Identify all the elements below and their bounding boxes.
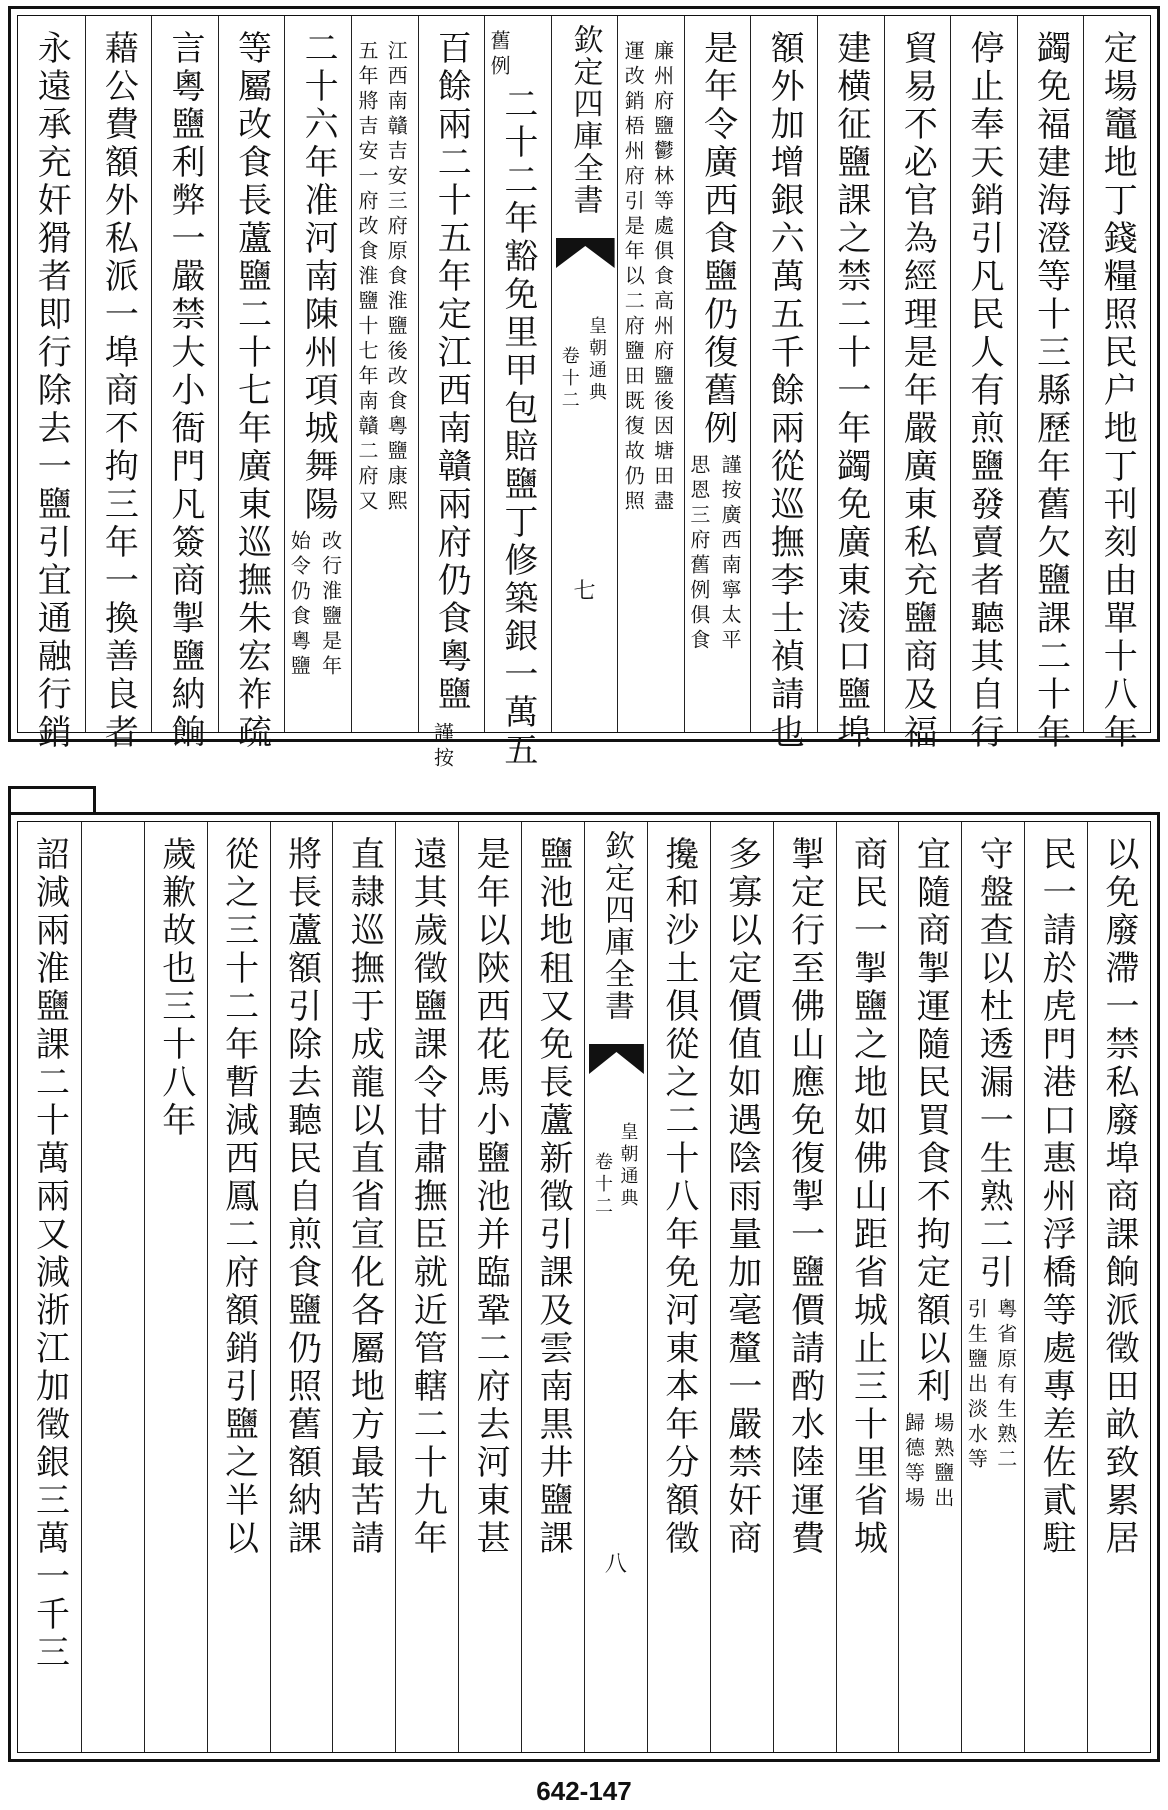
column-text: 商民一掣鹽之地如佛山距省城止三十里省城 xyxy=(847,836,888,1558)
column-text: 永遠承充奸猾者即行除去一鹽引宜通融行銷 xyxy=(31,30,72,752)
text-column xyxy=(710,822,773,1752)
column-text: 歲歉故也三十八年 xyxy=(155,836,196,1140)
text-column xyxy=(836,822,899,1752)
text-column xyxy=(218,16,285,752)
column-text: 鹽池地租又免長蘆新徵引課及雲南黒井鹽課 xyxy=(533,836,574,1558)
center-title: 欽定四庫全書 xyxy=(567,24,603,216)
column-text: 等屬改食長蘆鹽二十七年廣東巡撫朱宏祚疏 xyxy=(231,30,272,752)
annotation-note: 五年將吉安一府改食淮鹽十七年南贛二府又 xyxy=(354,40,379,515)
top-page-frame xyxy=(17,15,1151,772)
column-text: 二十二年豁免里甲包賠鹽丁修築銀一萬五 xyxy=(497,86,538,770)
annotation-note: 江西南贛吉安三府原食淮鹽後改食粵鹽康熙 xyxy=(384,40,409,515)
center-page-number: 七 xyxy=(573,579,596,605)
text-column xyxy=(551,16,618,732)
column-text: 是年令廣西食鹽仍復舊例 xyxy=(697,30,738,448)
column-text: 額外加增銀六萬五千餘兩從巡撫李士禎請也 xyxy=(764,30,805,752)
text-column xyxy=(521,822,584,1752)
text-column xyxy=(284,16,351,732)
column-text: 遠其歲徵鹽課令甘肅撫臣就近管轄二十九年 xyxy=(407,836,448,1558)
fish-tail-mark xyxy=(589,1044,644,1078)
text-column xyxy=(647,822,710,1752)
center-volume: 卷十二 xyxy=(558,346,580,412)
annotation-note: 歸德等場 xyxy=(901,1412,926,1512)
column-text: 詔減兩淮鹽課二十萬兩又減浙江加徵銀三萬一千三 xyxy=(29,836,70,1672)
column-text: 藉公費額外私派一埠商不拘三年一換善良者 xyxy=(98,30,139,752)
text-column xyxy=(773,822,836,1752)
bottom-page-frame xyxy=(17,821,1151,1753)
column-text: 守盤查以杜透漏一生熟二引 xyxy=(973,836,1014,1292)
text-column xyxy=(898,822,961,1752)
center-page-number: 八 xyxy=(604,1552,627,1578)
column-text: 攙和沙土俱從之二十八年免河東本年分額徵 xyxy=(658,836,699,1558)
text-column xyxy=(270,822,333,1752)
center-book-title: 皇朝通典 xyxy=(617,1122,639,1210)
column-text: 多寡以定價值如遇陰雨量加毫釐一嚴禁奸商 xyxy=(721,836,762,1558)
text-column xyxy=(1083,16,1150,752)
column-text: 宜隨商掣運隨民買食不拘定額以利 xyxy=(910,836,951,1406)
text-column xyxy=(395,822,458,1752)
annotation-prefix: 舊例 xyxy=(487,30,512,80)
text-column xyxy=(458,822,521,1752)
text-column xyxy=(961,822,1024,1752)
column-text: 言粵鹽利弊一嚴禁大小衙門凡簽商掣鹽納餉 xyxy=(164,30,205,752)
text-column xyxy=(144,822,207,1752)
annotation-note: 謹按 xyxy=(430,722,455,772)
column-text: 定場竈地丁錢糧照民户地丁刊刻由單十八年 xyxy=(1097,30,1138,752)
column-text: 以免廢滯一禁私廢埠商課餉派徵田畝致累居 xyxy=(1099,836,1140,1558)
annotation-note: 廉州府鹽鬱林等處俱食高州府鹽後因塘田盡 xyxy=(650,40,675,515)
text-column xyxy=(817,16,884,752)
annotation-note: 始令仍食粵鹽 xyxy=(287,530,312,680)
text-column xyxy=(351,16,418,732)
column-text: 是年以陝西花馬小鹽池并臨鞏二府去河東甚 xyxy=(470,836,511,1558)
text-column xyxy=(85,16,152,752)
annotation-note: 粵省原有生熟二 xyxy=(993,1298,1018,1473)
column-text: 百餘兩二十五年定江西南贛兩府仍食粵鹽 xyxy=(431,30,472,714)
annotation-note: 場熟鹽出 xyxy=(930,1412,955,1512)
text-column xyxy=(884,16,951,752)
page-footer-number: 642-147 xyxy=(536,1776,632,1806)
column-text: 直隷巡撫于成龍以直省宣化各屬地方最苦請 xyxy=(344,836,385,1558)
text-column xyxy=(332,822,395,1752)
text-column xyxy=(1017,16,1084,752)
text-column xyxy=(617,16,684,732)
annotation-note: 運改銷梧州府引是年以二府鹽田既復故仍照 xyxy=(621,40,646,515)
annotation-note: 改行淮鹽是年 xyxy=(318,530,343,680)
text-column xyxy=(418,16,485,772)
fish-tail-mark xyxy=(556,238,615,272)
bottom-page xyxy=(8,812,1160,1762)
text-column xyxy=(1024,822,1087,1752)
text-column xyxy=(18,822,81,1752)
text-column xyxy=(950,16,1017,752)
center-title: 欽定四庫全書 xyxy=(598,830,634,1022)
column-text: 蠲免福建海澄等十三縣歷年舊欠鹽課二十年 xyxy=(1030,30,1071,752)
text-column xyxy=(484,16,551,770)
column-text: 將長蘆額引除去聽民自煎食鹽仍照舊額納課 xyxy=(281,836,322,1558)
center-volume: 卷十二 xyxy=(592,1152,613,1218)
blank-column xyxy=(81,822,144,1752)
center-book-title: 皇朝通典 xyxy=(585,316,607,404)
text-column xyxy=(207,822,270,1752)
column-text: 民一請於虎門港口惠州浮橋等處專差佐貳駐 xyxy=(1036,836,1077,1558)
column-text: 掣定行至佛山應免復掣一鹽價請酌水陸運費 xyxy=(784,836,825,1558)
column-text: 二十六年准河南陳州項城舞陽 xyxy=(298,30,339,524)
text-column xyxy=(18,16,85,752)
text-column xyxy=(684,16,751,732)
annotation-note: 謹按廣西南寧太平 xyxy=(718,454,743,654)
text-column xyxy=(1087,822,1150,1752)
annotation-note: 思恩三府舊例俱食 xyxy=(686,454,711,654)
text-column xyxy=(584,822,647,1752)
text-column xyxy=(750,16,817,752)
column-text: 建横征鹽課之禁二十一年蠲免廣東淩口鹽埠 xyxy=(830,30,871,752)
text-column xyxy=(151,16,218,752)
top-page xyxy=(8,6,1160,772)
column-text: 停止奉天銷引凡民人有煎鹽發賣者聽其自行 xyxy=(964,30,1005,752)
column-text: 從之三十二年暫減西鳳二府額銷引鹽之半以 xyxy=(218,836,259,1558)
column-text: 貿易不必官為經理是年嚴廣東私充鹽商及福 xyxy=(897,30,938,752)
annotation-note: 引生鹽出淡水等 xyxy=(964,1298,989,1473)
